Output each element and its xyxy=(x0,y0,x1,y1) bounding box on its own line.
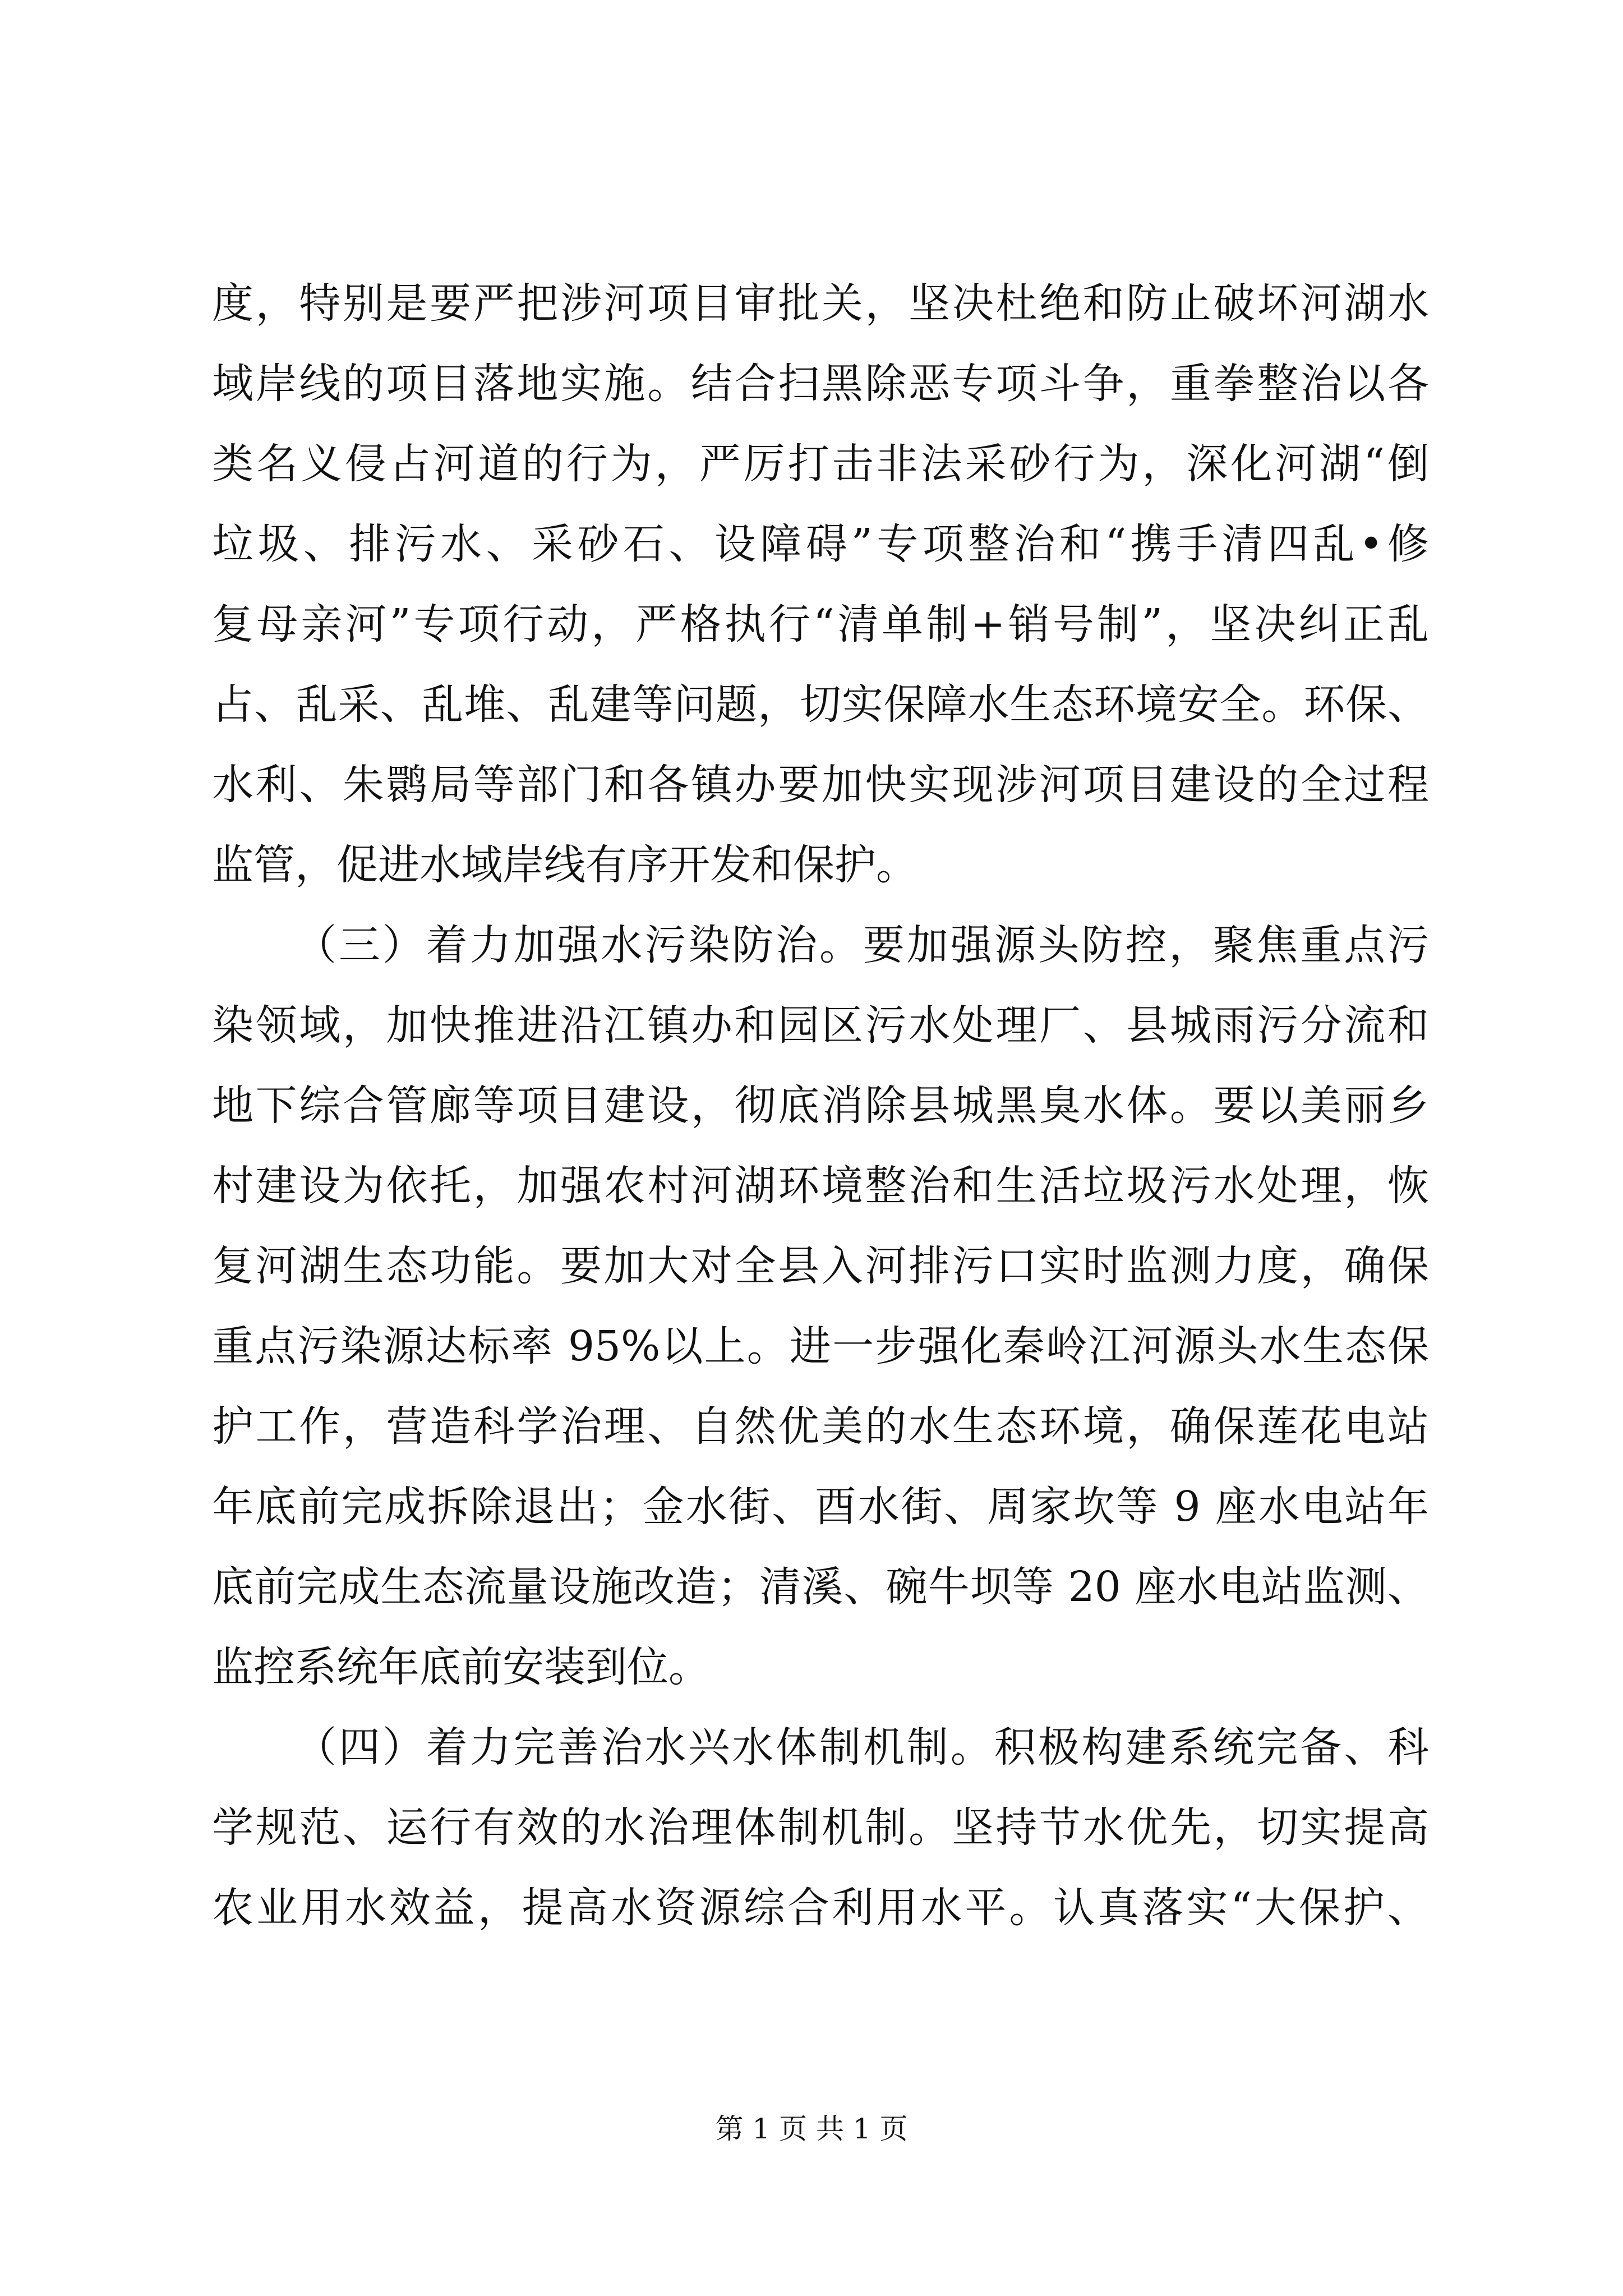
text-line: 域岸线的项目落地实施。结合扫黑除恶专项斗争，重拳整治以各 xyxy=(212,360,1429,408)
section-heading-line: （四）着力完善治水兴水体制机制。积极构建系统完备、科 xyxy=(295,1723,1429,1772)
text-line: 监管，促进水域岸线有序开发和保护。 xyxy=(212,841,917,889)
body-text xyxy=(212,264,1429,1948)
text-line: 护工作，营造科学治理、自然优美的水生态环境，确保莲花电站 xyxy=(212,1402,1429,1451)
text-line: 村建设为依托，加强农村河湖环境整治和生活垃圾污水处理，恢 xyxy=(212,1162,1429,1210)
page-number-footer: 第 1 页 共 1 页 xyxy=(715,2113,908,2145)
text-line: 类名义侵占河道的行为，严厉打击非法采砂行为，深化河湖“倒 xyxy=(212,440,1429,488)
text-line: 复河湖生态功能。要加大对全县入河排污口实时监测力度，确保 xyxy=(212,1242,1429,1290)
text-line: 监控系统年底前安装到位。 xyxy=(212,1643,710,1691)
text-line: 重点污染源达标率 95%以上。进一步强化秦岭江河源头水生态保 xyxy=(212,1322,1429,1370)
text-line: 度，特别是要严把涉河项目审批关，坚决杜绝和防止破坏河湖水 xyxy=(212,279,1429,328)
text-line: 染领域，加快推进沿江镇办和园区污水处理厂、县城雨污分流和 xyxy=(212,1001,1429,1050)
text-line: 地下综合管廊等项目建设，彻底消除县城黑臭水体。要以美丽乡 xyxy=(212,1082,1429,1130)
text-line: 农业用水效益，提高水资源综合利用水平。认真落实“大保护、 xyxy=(212,1884,1429,1932)
text-line: 占、乱采、乱堆、乱建等问题，切实保障水生态环境安全。环保、 xyxy=(212,680,1429,729)
text-line: 水利、朱鹮局等部门和各镇办要加快实现涉河项目建设的全过程 xyxy=(212,761,1429,809)
section-heading-line: （三）着力加强水污染防治。要加强源头防控，聚焦重点污 xyxy=(295,921,1429,969)
text-line: 底前完成生态流量设施改造；清溪、碗牛坝等 20 座水电站监测、 xyxy=(212,1563,1429,1611)
text-line: 年底前完成拆除退出；金水街、酉水街、周家坎等 9 座水电站年 xyxy=(212,1483,1429,1531)
text-line: 学规范、运行有效的水治理体制机制。坚持节水优先，切实提高 xyxy=(212,1803,1429,1852)
text-line: 垃圾、排污水、采砂石、设障碍”专项整治和“携手清四乱•修 xyxy=(212,520,1429,568)
text-line: 复母亲河”专项行动，严格执行“清单制+销号制”，坚决纠正乱 xyxy=(212,600,1429,648)
